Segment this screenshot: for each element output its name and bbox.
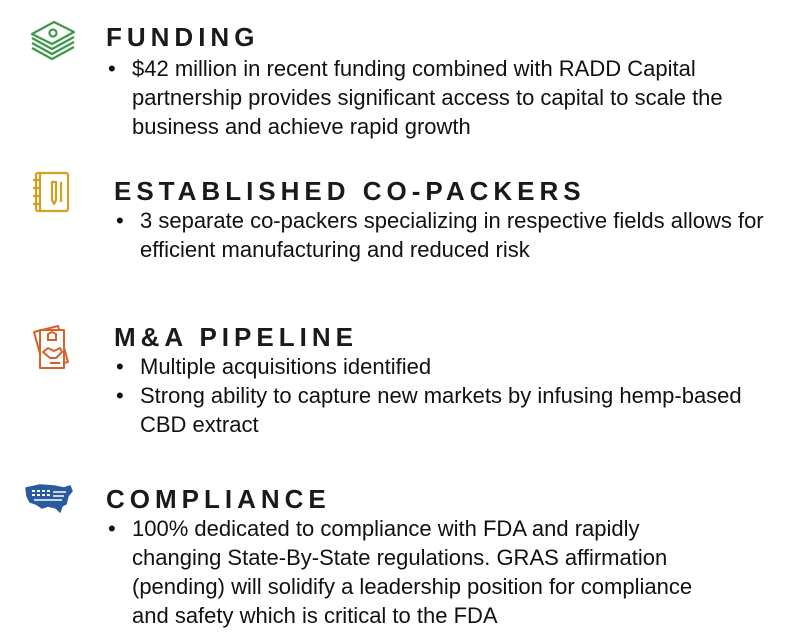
section-heading: M&A PIPELINE	[114, 322, 358, 352]
list-item: • $42 million in recent funding combined with RADD Capital partnership provides significant access to capital to scale the business and achieve rapid growth	[108, 54, 778, 141]
section-heading: COMPLIANCE	[106, 484, 331, 514]
bullet-list	[108, 514, 733, 630]
money-stack-icon	[28, 16, 78, 65]
handshake-document-icon	[28, 324, 76, 375]
section-heading: FUNDING	[106, 22, 260, 52]
usa-map-icon	[24, 482, 74, 519]
bullet-list	[108, 54, 778, 141]
list-item: • Strong ability to capture new markets by infusing hemp-based CBD extract	[116, 381, 756, 439]
list-item: • Multiple acquisitions identified	[116, 352, 756, 381]
notebook-icon	[32, 170, 72, 219]
list-item: • 100% dedicated to compliance with FDA and rapidly changing State-By-State regulations. GRAS affirmation (pending) will solidify a leadership position for compliance and safety which is critical to the FDA	[108, 514, 733, 630]
list-item: • 3 separate co-packers specializing in respective fields allows for efficient manufacturing and reduced risk	[116, 206, 766, 264]
bullet-list	[116, 352, 756, 439]
bullet-list	[116, 206, 766, 264]
section-heading: ESTABLISHED CO-PACKERS	[114, 176, 586, 206]
